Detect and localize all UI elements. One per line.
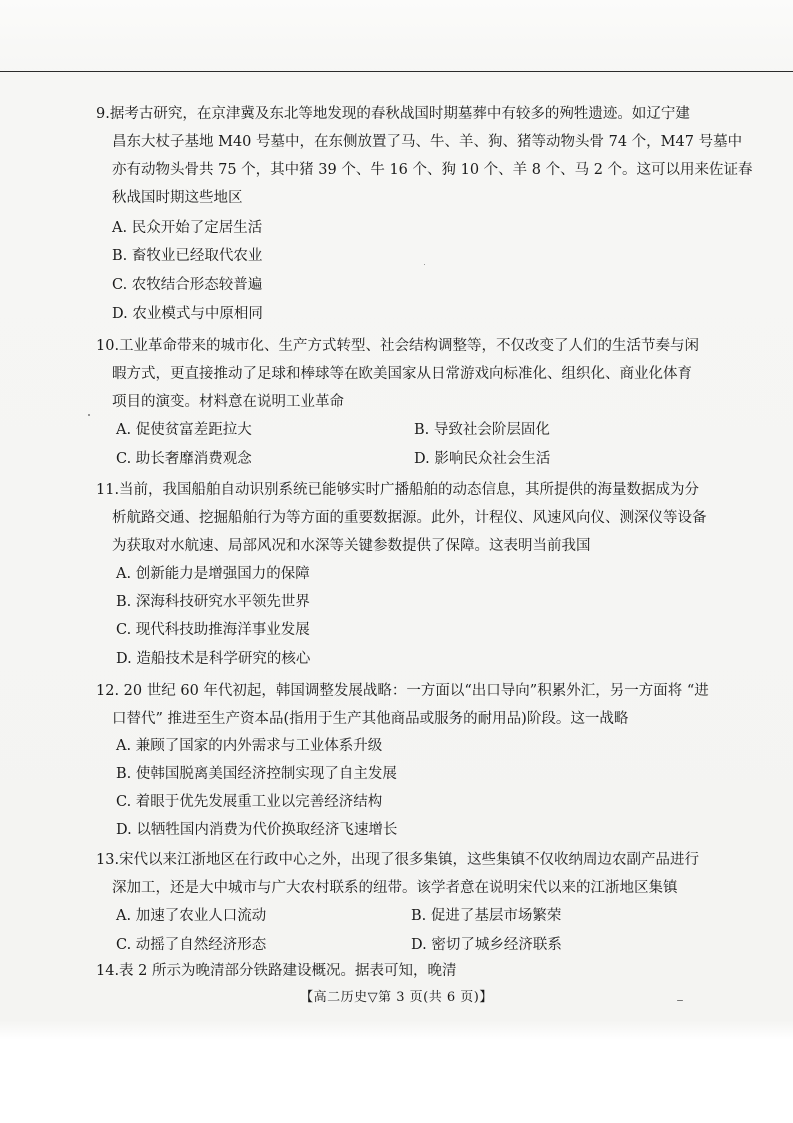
question-stem-line: 亦有动物头骨共 75 个，其中猪 39 个、牛 16 个、狗 10 个、羊 8 个、马 2 个。这可以用来佐证春 — [112, 162, 753, 178]
question-stem-line: 项目的演变。材料意在说明工业革命 — [112, 394, 344, 410]
question-stem-line: 11.当前，我国船舶自动识别系统已能够实时广播船舶的动态信息，其所提供的海量数据成为分 — [96, 482, 700, 498]
question-stem-line: 暇方式，更直接推动了足球和棒球等在欧美国家从日常游戏向标准化、组织化、商业化体育 — [112, 366, 692, 382]
page-footer: 【高二历史▽第 3 页(共 6 页)】 — [300, 990, 493, 1005]
scan-speck — [424, 264, 425, 265]
option-d: D. 农业模式与中原相同 — [112, 306, 263, 322]
question-stem-line: 9.据考古研究，在京津冀及东北等地发现的春秋战国时期墓葬中有较多的殉牲遗迹。如辽宁建 — [96, 106, 690, 122]
option-c: C. 现代科技助推海洋事业发展 — [116, 622, 310, 638]
question-stem-line: 13.宋代以来江浙地区在行政中心之外，出现了很多集镇，这些集镇不仅收纳周边农副产品进行 — [96, 852, 700, 868]
option-b: B. 深海科技研究水平领先世界 — [116, 594, 310, 610]
option-b: B. 使韩国脱离美国经济控制实现了自主发展 — [116, 766, 397, 782]
option-a: A. 加速了农业人口流动 — [116, 908, 267, 924]
option-c: C. 农牧结合形态较普遍 — [112, 277, 263, 293]
question-stem-line: 10.工业革命带来的城市化、生产方式转型、社会结构调整等，不仅改变了人们的生活节奏与闲 — [96, 338, 700, 354]
option-a: A. 兼顾了国家的内外需求与工业体系升级 — [116, 738, 383, 754]
option-c: C. 动摇了自然经济形态 — [116, 937, 267, 953]
option-b: B. 畜牧业已经取代农业 — [112, 248, 263, 264]
header-rule — [0, 71, 793, 72]
scan-speck — [88, 414, 90, 416]
option-b: B. 导致社会阶层固化 — [414, 422, 550, 438]
option-d: D. 影响民众社会生活 — [414, 451, 551, 467]
option-b: B. 促进了基层市场繁荣 — [411, 908, 562, 924]
option-c: C. 着眼于优先发展重工业以完善经济结构 — [116, 794, 383, 810]
question-stem-line: 口替代” 推进至生产资本品(指用于生产其他商品或服务的耐用品)阶段。这一战略 — [112, 711, 629, 727]
option-d: D. 以牺牲国内消费为代价换取经济飞速增长 — [116, 822, 398, 838]
scan-speck — [677, 1000, 683, 1001]
question-stem-line: 12. 20 世纪 60 年代初起，韩国调整发展战略：一方面以“出口导向”积累外汇，另一方面将 “进 — [96, 683, 709, 699]
question-stem-line: 析航路交通、挖掘船舶行为等方面的重要数据源。此外，计程仪、风速风向仪、测深仪等设备 — [112, 510, 707, 526]
question-stem-line: 为获取对水航速、局部风况和水深等关键参数提供了保障。这表明当前我国 — [112, 538, 591, 554]
question-stem-line: 昌东大杖子基地 M40 号墓中，在东侧放置了马、牛、羊、狗、猪等动物头骨 74 个，M47 号墓中 — [112, 134, 743, 150]
option-c: C. 助长奢靡消费观念 — [116, 451, 252, 467]
option-a: A. 促使贫富差距拉大 — [116, 422, 252, 438]
option-a: A. 创新能力是增强国力的保障 — [116, 566, 310, 582]
option-d: D. 密切了城乡经济联系 — [411, 937, 562, 953]
question-stem-line: 秋战国时期这些地区 — [112, 190, 243, 206]
question-stem-line: 14.表 2 所示为晚清部分铁路建设概况。据表可知，晚清 — [96, 963, 457, 979]
option-d: D. 造船技术是科学研究的核心 — [116, 651, 311, 667]
question-stem-line: 深加工，还是大中城市与广大农村联系的纽带。该学者意在说明宋代以来的江浙地区集镇 — [112, 880, 678, 896]
option-a: A. 民众开始了定居生活 — [112, 220, 263, 236]
